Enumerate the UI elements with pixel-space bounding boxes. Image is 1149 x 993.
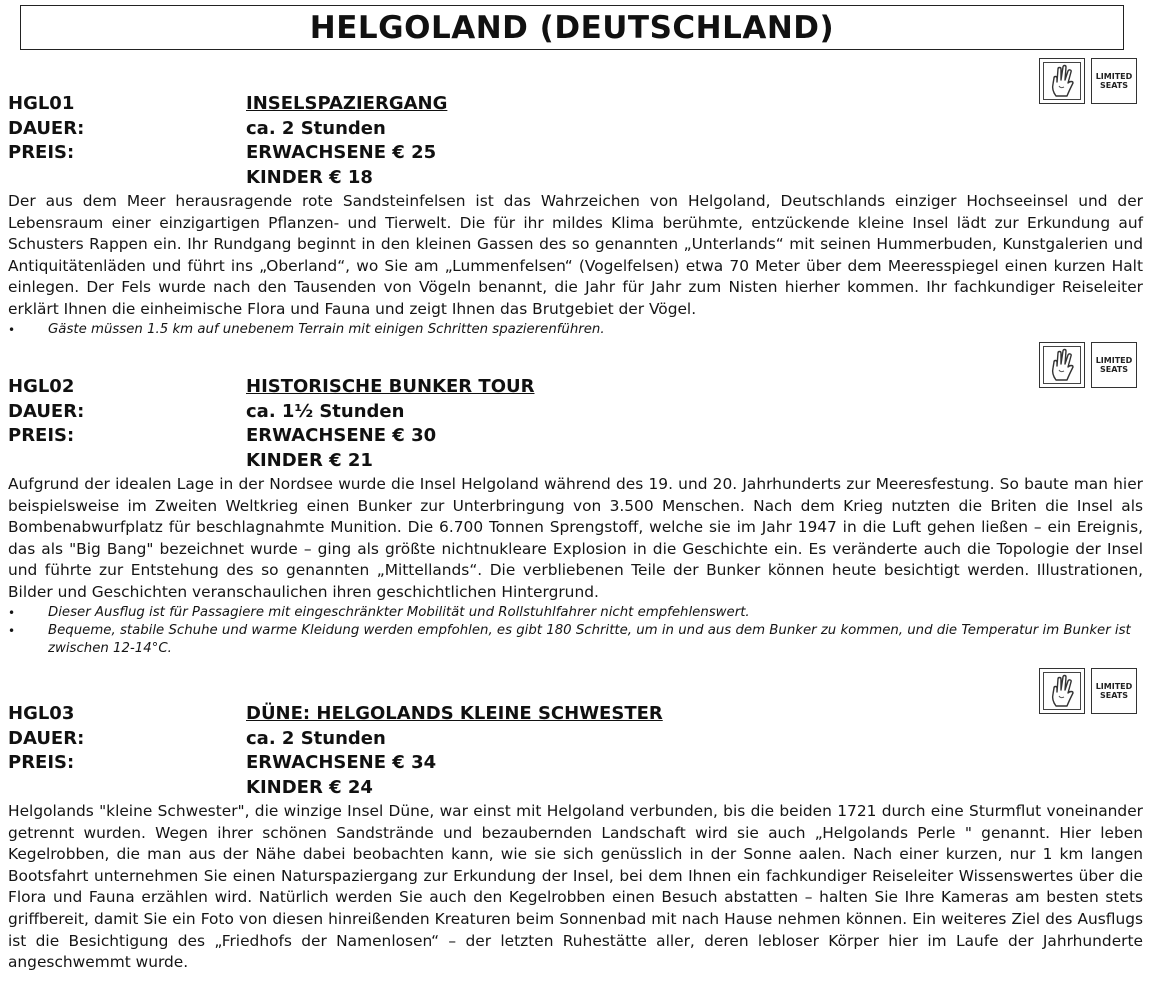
tour-note: • Bequeme, stabile Schuhe und warme Kleidung werden empfohlen, es gibt 180 Schritte, um in und aus dem Bunker zu kommen, und die Temperatur im Bunker ist zwischen 12-14°C. (8, 622, 1131, 656)
tour-section-hgl02 (8, 346, 1143, 658)
tour-code: HGL03 (8, 703, 75, 724)
tour-notes (8, 604, 1143, 658)
tour-price-child: KINDER € 18 (246, 166, 373, 188)
tour-section-hgl03 (8, 672, 1143, 974)
tour-notes (8, 321, 1143, 339)
tour-note: • Gäste müssen 1.5 km auf unebenem Terrain mit einigen Schritten spazierenführen. (8, 321, 605, 337)
price-label: PREIS: (8, 142, 75, 163)
tour-name: DÜNE: HELGOLANDS KLEINE SCHWESTER (246, 703, 663, 724)
tour-header-row (8, 92, 1143, 117)
tour-description: Der aus dem Meer herausragende rote Sandsteinfelsen ist das Wahrzeichen von Helgoland, Deutschlands einziger Hochseeinsel und der Lebensraum einer einzigartigen Pflanzen- und Tierwelt. Die für ihr mildes Klima berühmte, entzückende kleine Insel lädt zur Erkundung auf Schusters Rappen ein. Ihr Rundgang beginnt in den kleinen Gassen des so genannten „Unterlands“ mit seinen Hummerbuden, Kunstgalerien und Antiquitätenläden und führt ins „Oberland“, wo Sie am „Lummenfelsen“ (Vogelfelsen) etwa 70 Meter über dem Meeresspiegel einen kurzen Halt einlegen. Der Fels wurde nach den Tausenden von Vögeln benannt, die Jahr für Jahr zum Nisten hierher kommen. Ihr fachkundiger Reiseleiter erklärt Ihnen die einheimische Flora und Fauna und zeigt Ihnen das Brutgebiet der Vögel. (8, 192, 1143, 318)
tour-price-adult: ERWACHSENE € 34 (246, 752, 437, 773)
tour-duration: ca. 1½ Stunden (246, 400, 405, 422)
tour-header-row (8, 702, 1143, 727)
tour-price-child-row (8, 776, 1143, 801)
tour-price-adult: ERWACHSENE € 25 (246, 142, 437, 163)
tour-code: HGL01 (8, 93, 75, 114)
tour-duration-row (8, 727, 1143, 752)
page-title-box (20, 5, 1124, 50)
tour-price-row (8, 751, 1143, 776)
tour-price-row (8, 141, 1143, 166)
tour-section-hgl01 (8, 62, 1143, 339)
tour-note: • Dieser Ausflug ist für Passagiere mit eingeschränkter Mobilität und Rollstuhlfahrer nicht empfehlenswert. (8, 604, 750, 620)
tour-description: Aufgrund der idealen Lage in der Nordsee wurde die Insel Helgoland während des 19. und 20. Jahrhunderts zur Meeresfestung. So baute man hier beispielsweise im Zweiten Weltkrieg einen Bunker zur Unterbringung von 3.500 Menschen. Nach dem Krieg nutzten die Briten die Insel als Bombenabwurfplatz für beschlagnahmte Munition. Die 6.700 Tonnen Sprengstoff, welche sie im Jahr 1947 in die Luft gehen ließen – ein Ereignis, das als "Big Bang" bezeichnet wurde – ging als größte nichtnukleare Explosion in die Geschichte ein. Es veränderte auch die Topologie der Insel und führte zur Entstehung des so genannten „Mittellands“. Die verbliebenen Teile der Bunker können heute besichtigt werden. Illustrationen, Bilder und Geschichten veranschaulichen ihren geschichtlichen Hintergrund. (8, 475, 1143, 601)
tour-name: INSELSPAZIERGANG (246, 93, 448, 114)
bullet-icon: • (8, 322, 16, 337)
limited-seats-icon: LIMITED SEATS (1091, 342, 1137, 388)
tour-price-child-row (8, 449, 1143, 474)
limited-seats-icon: LIMITED SEATS (1091, 58, 1137, 104)
tour-code: HGL02 (8, 376, 75, 397)
tour-price-child: KINDER € 21 (246, 449, 373, 471)
tour-price-child-row (8, 166, 1143, 191)
limited-seats-icon: LIMITED SEATS (1091, 668, 1137, 714)
tour-price-row (8, 424, 1143, 449)
tour-price-adult: ERWACHSENE € 30 (246, 425, 437, 446)
tour-header-row (8, 375, 1143, 400)
tour-duration: ca. 2 Stunden (246, 727, 386, 749)
page-title: HELGOLAND (DEUTSCHLAND) (309, 10, 835, 46)
bullet-icon: • (8, 623, 16, 638)
price-label: PREIS: (8, 425, 75, 446)
duration-label: DAUER: (8, 727, 85, 749)
tour-description: Helgolands "kleine Schwester", die winzige Insel Düne, war einst mit Helgoland verbunden, bis die beiden 1721 durch eine Sturmflut voneinander getrennt wurden. Wegen ihrer schönen Sandstrände und bezaubernden Landschaft wird sie auch „Helgolands Perle " genannt. Hier leben Kegelrobben, die man aus der Nähe dabei beobachten kann, wie sie sich genüsslich in der Sonne aalen. Nach einer kurzen, nur 1 km langen Bootsfahrt unternehmen Sie einen Naturspaziergang zur Erkundung der Insel, bei dem Ihnen ein fachkundiger Reiseleiter Wissenswertes über die Flora und Fauna erzählen wird. Natürlich werden Sie auch den Kegelrobben einen Besuch abstatten – halten Sie Ihre Kameras am besten stets griffbereit, damit Sie ein Foto von diesen hinreißenden Kreaturen beim Sonnenbad mit nach Hause nehmen können. Ein weiteres Ziel des Ausflugs ist die Besichtigung des „Friedhofs der Namenlosen“ – der letzten Ruhestätte aller, deren lebloser Körper hier im Laufe der Jahrhunderte angeschwemmt wurde. (8, 802, 1143, 972)
tour-price-child: KINDER € 24 (246, 776, 373, 798)
tour-duration: ca. 2 Stunden (246, 117, 386, 139)
duration-label: DAUER: (8, 400, 85, 422)
tour-name: HISTORISCHE BUNKER TOUR (246, 376, 535, 397)
price-label: PREIS: (8, 752, 75, 773)
tour-duration-row (8, 400, 1143, 425)
bullet-icon: • (8, 605, 16, 620)
tour-duration-row (8, 117, 1143, 142)
duration-label: DAUER: (8, 117, 85, 139)
